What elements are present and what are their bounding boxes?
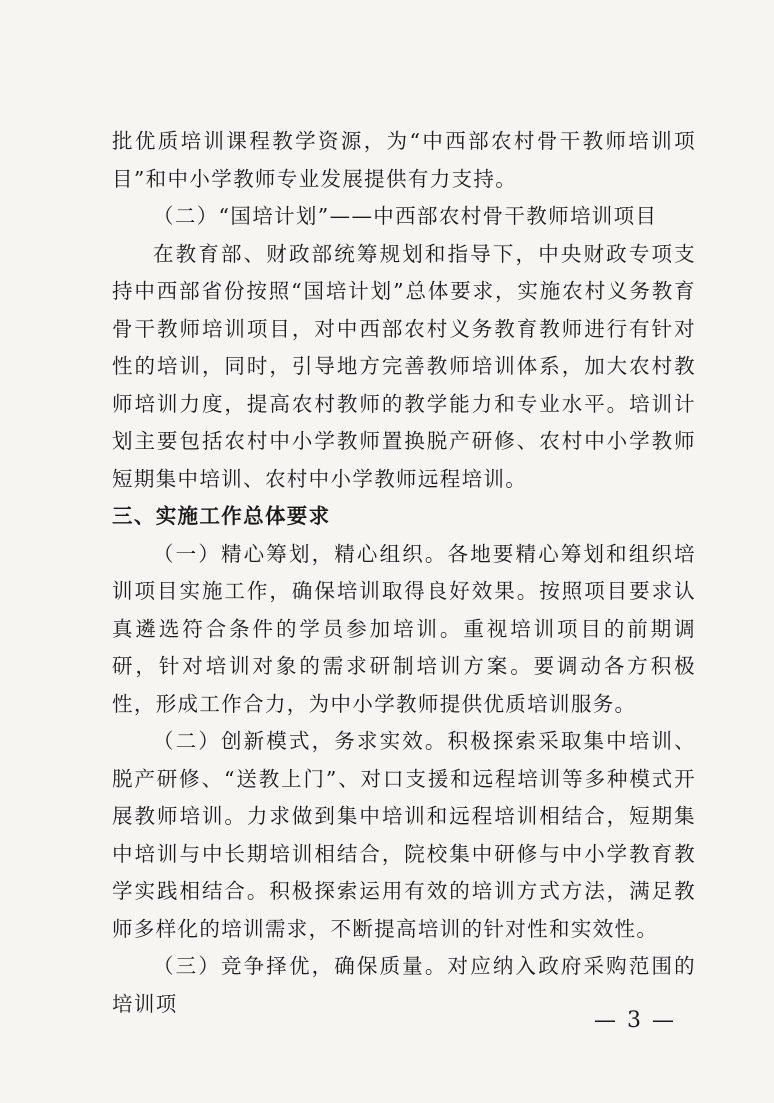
paragraph-competitive-selection: （三）竞争择优，确保质量。对应纳入政府采购范围的培训项 [112, 954, 696, 1016]
section-heading-requirements: 三、实施工作总体要求 [112, 504, 331, 528]
paragraph-innovative-modes: （二）创新模式，务求实效。积极探索采取集中培训、脱产研修、“送教上门”、对口支援和远程培训等多种模式开展教师培训。力求做到集中培训和远程培训相结合，短期集中培训与中长期培训相结合，院校集中研修与中小学教育教学实践相结合。积极探索运用有效的培训方式方法，满足教师多样化的培训需求，不断提高培训的针对性和实效性。 [112, 729, 696, 941]
paragraph-guopei-description: 在教育部、财政部统筹规划和指导下，中央财政专项支持中西部省份按照“国培计划”总体要求，实施农村义务教育骨干教师培训项目，对中西部农村义务教育教师进行有针对性的培训，同时，引导地方完善教师培训体系，加大农村教师培训力度，提高农村教师的教学能力和专业水平。培训计划主要包括农村中小学教师置换脱产研修、农村中小学教师短期集中培训、农村中小学教师远程培训。 [112, 241, 696, 491]
paragraph-careful-planning: （一）精心筹划，精心组织。各地要精心筹划和组织培训项目实施工作，确保培训取得良好效果。按照项目要求认真遴选符合条件的学员参加培训。重视培训项目的前期调研，针对培训对象的需求研制培训方案。要调动各方积极性，形成工作合力，为中小学教师提供优质培训服务。 [112, 541, 696, 716]
document-body [112, 123, 696, 1023]
subheading-guopei-plan: （二）“国培计划”——中西部农村骨干教师培训项目 [153, 204, 658, 228]
paragraph-continuation: 批优质培训课程教学资源，为“中西部农村骨干教师培训项目”和中小学教师专业发展提供有力支持。 [112, 129, 696, 191]
page-number: — 3 — [594, 1008, 676, 1033]
